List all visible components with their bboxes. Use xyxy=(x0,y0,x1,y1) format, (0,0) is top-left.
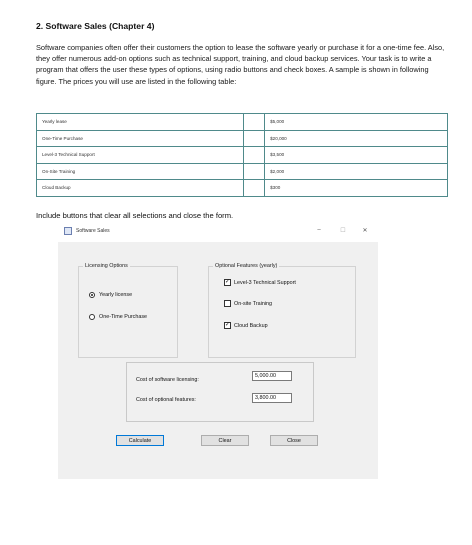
cloud-backup-checkbox[interactable]: ✓ xyxy=(225,322,231,328)
clear-button[interactable]: Clear xyxy=(201,435,249,446)
app-icon xyxy=(64,227,72,235)
cost-optional-value: 3,800.00 xyxy=(252,393,292,403)
table-cell-item: Yearly lease xyxy=(37,114,244,131)
onsite-training-label[interactable]: On-site Training xyxy=(234,301,273,307)
table-cell-item: One-Time Purchase xyxy=(37,130,244,147)
one-time-purchase-label[interactable]: One-Time Purchase xyxy=(99,314,148,320)
one-time-purchase-radio[interactable] xyxy=(89,314,95,320)
table-cell-spacer xyxy=(244,180,265,197)
cost-optional-label: Cost of optional features: xyxy=(136,397,196,403)
table-cell-spacer xyxy=(244,114,265,131)
table-row xyxy=(37,130,448,147)
calculate-button[interactable]: Calculate xyxy=(116,435,164,446)
close-button[interactable]: Close xyxy=(270,435,318,446)
licensing-options-group xyxy=(78,263,178,358)
maximize-icon[interactable]: ☐ xyxy=(340,228,346,234)
instruction-note: Include buttons that clear all selections and close the form. xyxy=(36,211,234,220)
close-window-icon[interactable]: ✕ xyxy=(362,228,368,234)
table-cell-price: $3,500 xyxy=(265,147,448,164)
table-row xyxy=(37,147,448,164)
cost-licensing-label: Cost of software licensing: xyxy=(136,377,199,383)
table-cell-price: $20,000 xyxy=(265,130,448,147)
minimize-icon[interactable]: – xyxy=(317,227,321,233)
level3-support-checkbox[interactable]: ✓ xyxy=(225,279,231,285)
price-table xyxy=(36,113,448,197)
yearly-license-radio[interactable] xyxy=(89,292,95,298)
cost-licensing-value: 5,000.00 xyxy=(252,371,292,381)
window-title: Software Sales xyxy=(76,228,110,234)
table-row xyxy=(37,163,448,180)
table-cell-spacer xyxy=(244,147,265,164)
table-cell-price: $5,000 xyxy=(265,114,448,131)
title-bar[interactable] xyxy=(58,222,378,242)
yearly-license-label[interactable]: Yearly license xyxy=(99,292,133,298)
table-cell-item: Level-3 Technical Support xyxy=(37,147,244,164)
level3-support-label[interactable]: Level-3 Technical Support xyxy=(234,280,296,286)
cloud-backup-label[interactable]: Cloud Backup xyxy=(234,323,268,329)
table-row xyxy=(37,180,448,197)
onsite-training-checkbox[interactable] xyxy=(224,300,231,307)
description-paragraph: Software companies often offer their customers the option to lease the software yearly or purchase it for a one-time fee. Also, they offer numerous add-on options such as technical support, training, and cloud backup services. Your task is to write a program that offers the user these types of options, using radio buttons and check boxes. A sample is shown in following figure. The prices you will use are listed in the following table: xyxy=(36,43,445,86)
licensing-options-title: Licensing Options xyxy=(85,263,128,269)
table-row xyxy=(37,114,448,131)
table-cell-price: $300 xyxy=(265,180,448,197)
software-sales-window xyxy=(58,222,378,479)
table-cell-spacer xyxy=(244,130,265,147)
table-cell-item: Cloud Backup xyxy=(37,180,244,197)
table-cell-item: On-Site Training xyxy=(37,163,244,180)
table-cell-price: $2,000 xyxy=(265,163,448,180)
optional-features-title: Optional Features (yearly) xyxy=(215,263,278,269)
table-cell-spacer xyxy=(244,163,265,180)
section-heading: 2. Software Sales (Chapter 4) xyxy=(36,21,155,31)
